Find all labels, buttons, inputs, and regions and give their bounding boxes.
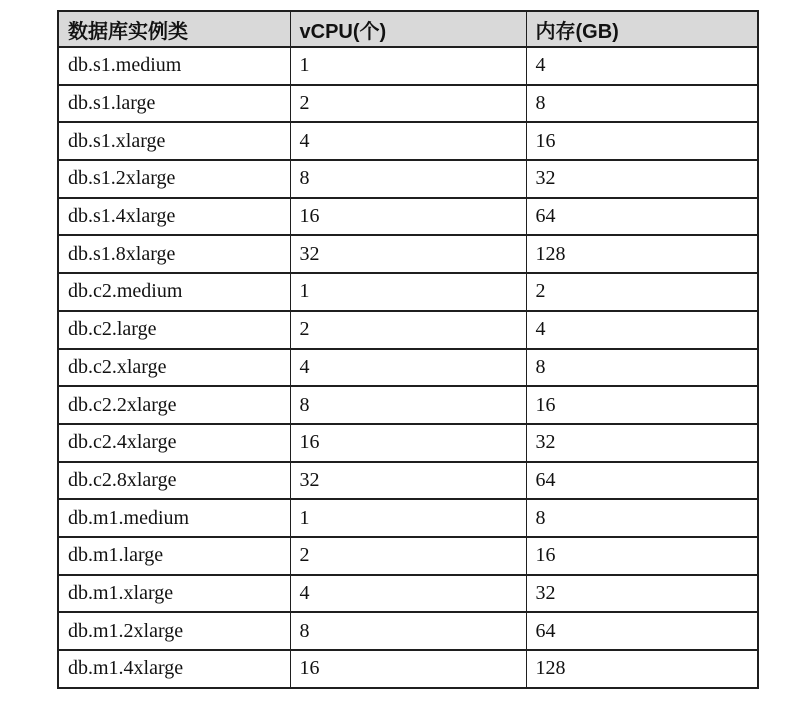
cell-instance-class: db.c2.xlarge [58, 349, 290, 387]
table-row [58, 273, 758, 311]
cell-memory: 16 [526, 122, 758, 160]
cell-memory: 32 [526, 160, 758, 198]
cell-vcpu: 16 [290, 650, 526, 688]
db-instance-class-table [57, 10, 759, 689]
cell-vcpu: 4 [290, 349, 526, 387]
table-row [58, 462, 758, 500]
cell-memory: 8 [526, 349, 758, 387]
cell-vcpu: 8 [290, 160, 526, 198]
table-row [58, 85, 758, 123]
cell-vcpu: 1 [290, 47, 526, 85]
table-row [58, 47, 758, 85]
cell-memory: 8 [526, 499, 758, 537]
cell-vcpu: 1 [290, 499, 526, 537]
cell-memory: 64 [526, 198, 758, 236]
cell-vcpu: 1 [290, 273, 526, 311]
table-header-row [58, 11, 758, 47]
table-row [58, 122, 758, 160]
cell-vcpu: 8 [290, 386, 526, 424]
cell-vcpu: 16 [290, 424, 526, 462]
table-row [58, 349, 758, 387]
cell-memory: 16 [526, 537, 758, 575]
cell-instance-class: db.c2.medium [58, 273, 290, 311]
cell-instance-class: db.m1.xlarge [58, 575, 290, 613]
cell-memory: 64 [526, 612, 758, 650]
cell-memory: 8 [526, 85, 758, 123]
cell-vcpu: 4 [290, 575, 526, 613]
cell-instance-class: db.c2.large [58, 311, 290, 349]
column-header-instance-class: 数据库实例类 [58, 11, 290, 47]
cell-vcpu: 2 [290, 311, 526, 349]
table-row [58, 575, 758, 613]
cell-instance-class: db.c2.4xlarge [58, 424, 290, 462]
cell-vcpu: 2 [290, 537, 526, 575]
table-row [58, 612, 758, 650]
cell-memory: 32 [526, 575, 758, 613]
cell-instance-class: db.m1.4xlarge [58, 650, 290, 688]
cell-instance-class: db.s1.large [58, 85, 290, 123]
column-header-memory: 内存(GB) [526, 11, 758, 47]
cell-instance-class: db.s1.xlarge [58, 122, 290, 160]
cell-vcpu: 4 [290, 122, 526, 160]
cell-memory: 4 [526, 47, 758, 85]
table-row [58, 160, 758, 198]
table-row [58, 424, 758, 462]
cell-memory: 32 [526, 424, 758, 462]
cell-instance-class: db.m1.2xlarge [58, 612, 290, 650]
cell-instance-class: db.m1.large [58, 537, 290, 575]
cell-instance-class: db.c2.2xlarge [58, 386, 290, 424]
table-row [58, 198, 758, 236]
table-row [58, 235, 758, 273]
cell-memory: 64 [526, 462, 758, 500]
cell-vcpu: 16 [290, 198, 526, 236]
table-row [58, 311, 758, 349]
cell-instance-class: db.m1.medium [58, 499, 290, 537]
cell-vcpu: 32 [290, 462, 526, 500]
cell-memory: 128 [526, 650, 758, 688]
cell-instance-class: db.s1.medium [58, 47, 290, 85]
cell-memory: 4 [526, 311, 758, 349]
table-row [58, 499, 758, 537]
table-row [58, 537, 758, 575]
cell-vcpu: 8 [290, 612, 526, 650]
table-row [58, 386, 758, 424]
table-row [58, 650, 758, 688]
cell-instance-class: db.s1.4xlarge [58, 198, 290, 236]
cell-memory: 2 [526, 273, 758, 311]
column-header-vcpu: vCPU(个) [290, 11, 526, 47]
cell-instance-class: db.c2.8xlarge [58, 462, 290, 500]
cell-memory: 16 [526, 386, 758, 424]
cell-vcpu: 32 [290, 235, 526, 273]
cell-instance-class: db.s1.8xlarge [58, 235, 290, 273]
cell-memory: 128 [526, 235, 758, 273]
cell-vcpu: 2 [290, 85, 526, 123]
cell-instance-class: db.s1.2xlarge [58, 160, 290, 198]
